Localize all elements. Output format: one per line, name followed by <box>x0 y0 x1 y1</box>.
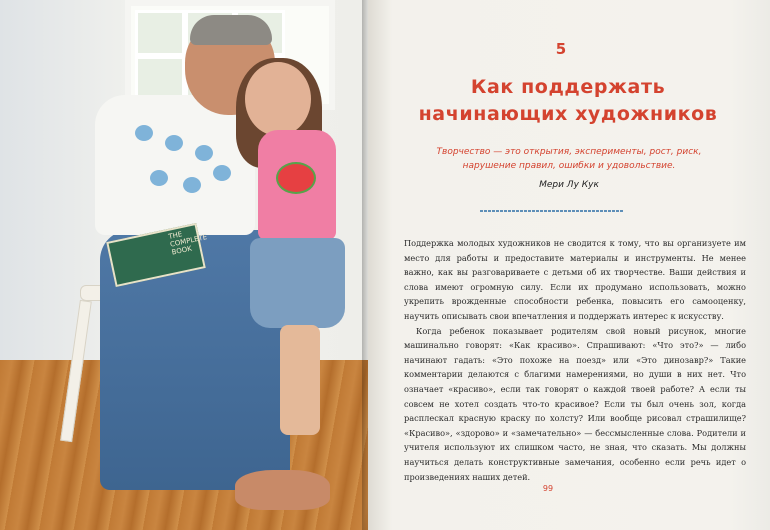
ladybug-print <box>276 162 316 194</box>
cover-photo <box>0 0 368 530</box>
right-page <box>368 0 770 530</box>
man-shirt <box>95 95 255 235</box>
paragraph: Поддержка молодых художников не сводится к тому, что вы организуете им место для работы и предоставите материалы и инструменты. Не менее важно, как вы разговариваете с детьми об их творчестве. Ваши действия и слова имеют огромную силу. Если их продумано использовать, можно укрепить врожденные способности ребенка, повысить его самооценку, научить описывать свои впечатления и поддержать интерес к искусству. <box>404 238 746 321</box>
paragraph: Когда ребенок показывает родителям свой новый рисунок, многие машинально говорят: «Как красиво». Спрашивают: «Что это?» — либо начинают гадать: «Это похоже на поезд» или «Это динозавр?» Такие комментарии делаются с благими намерениями, но души в них нет. Что означает «красиво», если так говорят о каждой твоей работе? А если ты совсем не хотел создать что-то красивое? Если ты был очень зол, когда расплескал красную краску по холсту? Или вообще рисовал страшилище? «Красиво», «здорово» и «замечательно» — бессмысленные слова. Родители и учителя используют их слишком часто, не зная, что сказать. Мы должны научиться делать конструктивные замечания, особенно если речь идет о произведениях наших детей. <box>404 325 746 482</box>
page-number: 99 <box>542 484 554 493</box>
chapter-title: Как поддержать начинающих художников <box>418 76 718 125</box>
book-spine-text: THE COMPLETE BOOK <box>167 230 208 257</box>
body-text <box>404 236 746 484</box>
girl-face <box>245 62 311 136</box>
girl-legs <box>280 325 320 435</box>
epigraph-quote: Творчество — это открытия, эксперименты, рост, риск, нарушение правил, ошибки и удовольствие. <box>436 147 702 171</box>
man-hair <box>190 15 272 45</box>
decorative-rule <box>480 210 624 212</box>
man-feet <box>235 470 330 510</box>
epigraph-author: Мери Лу Кук <box>539 180 599 190</box>
chapter-number: 5 <box>555 40 567 58</box>
girl-skirt <box>250 238 345 328</box>
